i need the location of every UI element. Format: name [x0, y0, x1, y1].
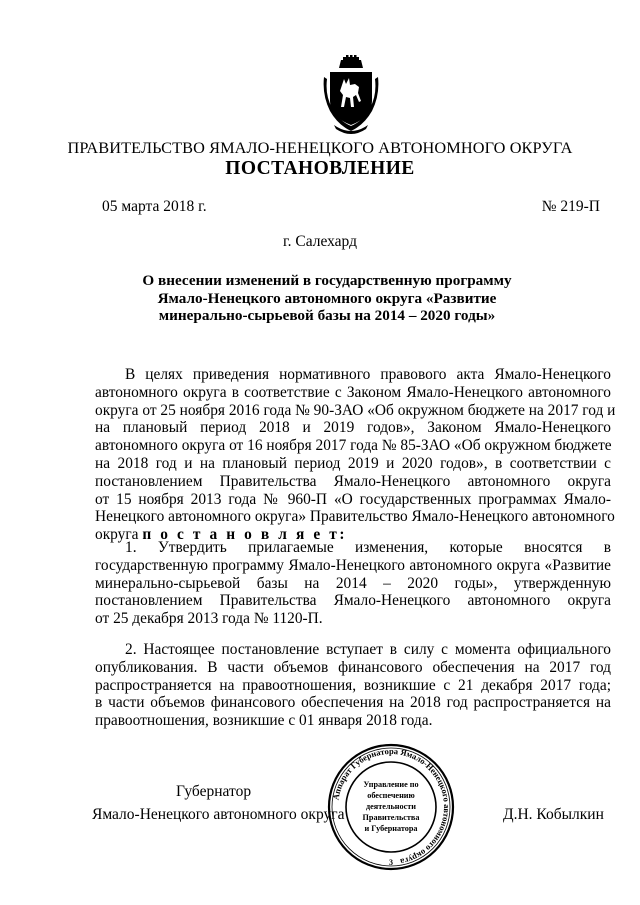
text-line: автономного округа в соответствие с Законом Ямало-Ненецкого автономного — [95, 383, 611, 401]
text-line: от 25 декабря 2013 года № 1120-П. — [95, 610, 323, 628]
text-line: опубликования. В части объемов финансового обеспечения на 2017 год — [95, 658, 611, 676]
text-line: правоотношения, возникшие с 01 января 2018 года. — [95, 712, 433, 730]
title-line: О внесении изменений в государственную программу — [142, 272, 512, 289]
coat-of-arms-emblem — [322, 55, 380, 137]
signature-position-region: Ямало-Ненецкого автономного округа — [92, 806, 345, 823]
text-line: округа от 25 ноября 2016 года № 90-ЗАО «Об окружном бюджете на 2017 год и — [95, 401, 616, 419]
signatory-name: Д.Н. Кобылкин — [503, 806, 604, 823]
official-stamp — [326, 742, 456, 872]
document-type: ПОСТАНОВЛЕНИЕ — [225, 158, 415, 179]
government-name: ПРАВИТЕЛЬСТВО ЯМАЛО-НЕНЕЦКОГО АВТОНОМНОГО ОКРУГА — [67, 138, 573, 157]
preamble-paragraph — [95, 366, 616, 544]
item-1-paragraph — [95, 539, 611, 628]
text-line: на плановый период 2018 и 2019 годов», Законом Ямало-Ненецкого — [95, 419, 611, 437]
text-line: от 15 ноября 2013 года № 960-П «О государственных программах Ямало- — [95, 490, 611, 508]
text-line: государственную программу Ямало-Ненецкого автономного округа «Развитие — [95, 556, 611, 574]
resolves-word: п о с т а н о в л я е т: — [142, 526, 348, 544]
stamp-outer-text: Аппарат Губернатора Ямало-Ненецкого автономного округа — [330, 745, 453, 868]
text-line: автономного округа от 16 ноября 2017 года № 85-ЗАО «Об окружном бюджете — [95, 437, 612, 455]
signature-position-title: Губернатор — [176, 783, 252, 800]
text-line: в части объемов финансового обеспечения на 2018 год распространяется на — [95, 694, 611, 712]
document-number: № 219-П — [541, 198, 600, 215]
stamp-inner-line: обеспечению — [367, 791, 415, 800]
title-line: Ямало-Ненецкого автономного округа «Развитие — [157, 289, 497, 307]
stamp-inner-line: и Губернатора — [364, 824, 418, 833]
title-line: минерально-сырьевой базы на 2014 – 2020 годы» — [158, 307, 496, 324]
stamp-inner-line: Правительства — [362, 813, 420, 822]
text-line: В целях приведения нормативного правового акта Ямало-Ненецкого — [125, 366, 611, 383]
text-fragment: округа — [95, 526, 143, 544]
stamp-inner-line: Управление по — [363, 780, 419, 789]
text-line: на 2018 год и на плановый период 2019 и 2020 годов», в соответствии с — [95, 454, 611, 472]
document-title — [100, 272, 554, 325]
stamp-number: 3 — [389, 858, 393, 867]
item-2-paragraph — [95, 641, 611, 730]
document-date: 05 марта 2018 г. — [102, 198, 207, 215]
text-line: постановлением Правительства Ямало-Ненецкого автономного округа — [95, 472, 611, 490]
text-line: Ненецкого автономного округа» Правительство Ямало-Ненецкого автономного — [95, 508, 615, 526]
text-line: распространяется на правоотношения, возникшие с 21 декабря 2017 года; — [95, 676, 611, 694]
document-city: г. Салехард — [283, 233, 357, 250]
text-line: 1. Утвердить прилагаемые изменения, которые вносятся в — [125, 539, 611, 556]
text-line: минерально-сырьевой базы на 2014 – 2020 годы», утвержденную — [95, 574, 611, 592]
text-line: 2. Настоящее постановление вступает в силу с момента официального — [125, 641, 611, 658]
stamp-inner-line: деятельности — [366, 802, 416, 811]
text-line: постановлением Правительства Ямало-Ненецкого автономного округа — [95, 592, 611, 610]
